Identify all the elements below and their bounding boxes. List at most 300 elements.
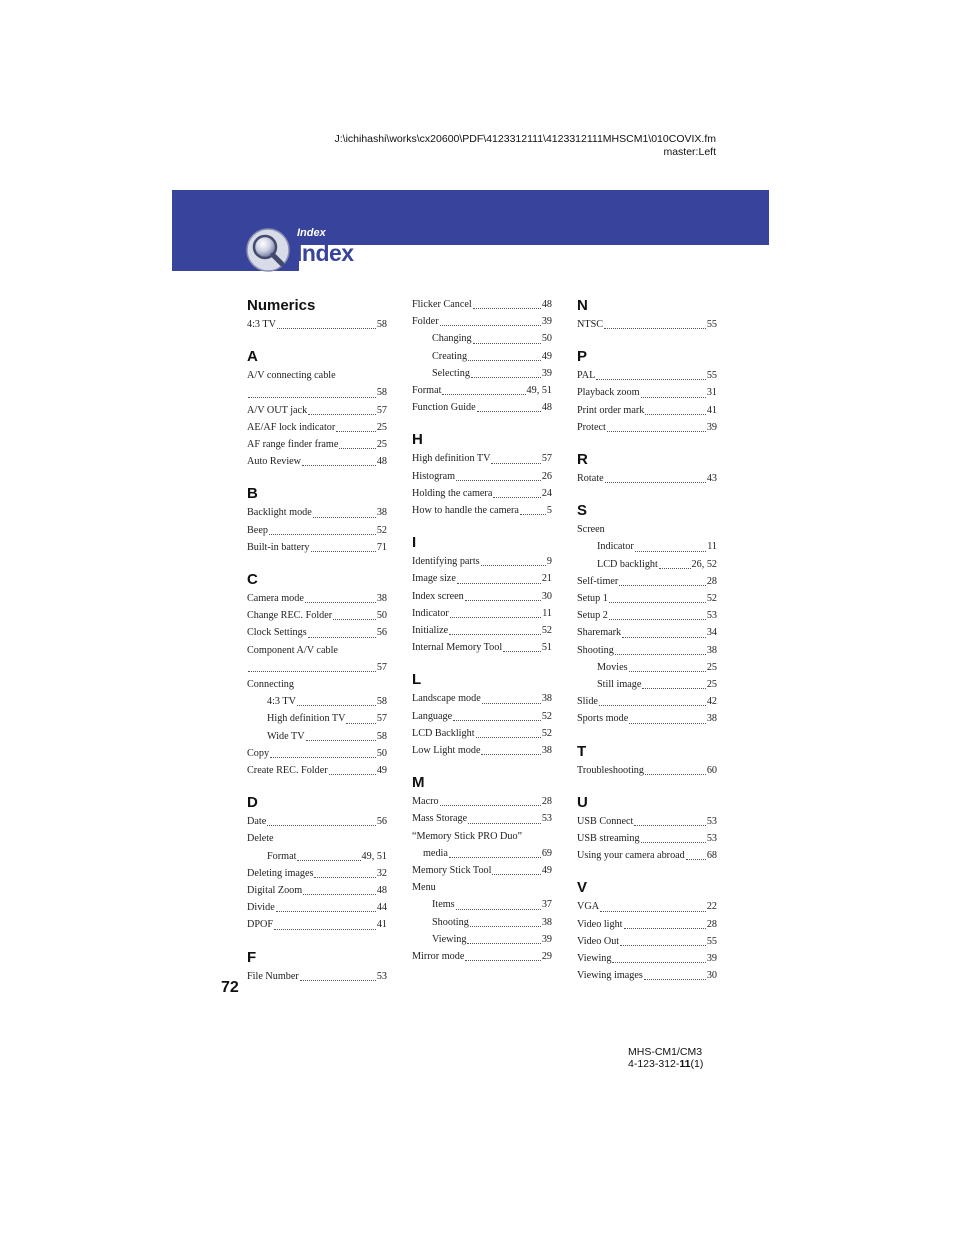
entry-term: Viewing xyxy=(577,953,612,965)
leader-dots xyxy=(468,823,541,824)
index-entry xyxy=(247,607,387,624)
entry-term: AF range finder frame xyxy=(247,439,339,451)
index-entry xyxy=(577,898,717,915)
index-entry xyxy=(247,504,387,521)
entry-page: 53 xyxy=(706,610,717,622)
leader-dots xyxy=(635,551,706,552)
leader-dots xyxy=(468,360,541,361)
entry-term: Shooting xyxy=(432,916,469,928)
entry-page: 29 xyxy=(541,951,552,963)
index-entry xyxy=(577,693,717,710)
entry-page: 53 xyxy=(376,970,387,982)
index-entry xyxy=(412,914,552,931)
entry-page: 55 xyxy=(706,935,717,947)
entry-page: 28 xyxy=(706,918,717,930)
index-entry xyxy=(412,622,552,639)
entry-term: Deleting images xyxy=(247,867,314,879)
section-heading: S xyxy=(577,502,588,520)
leader-dots xyxy=(302,465,376,466)
leader-dots xyxy=(645,414,705,415)
index-entry xyxy=(412,382,552,399)
index-entry xyxy=(247,882,387,899)
index-entry xyxy=(247,710,387,727)
index-entry xyxy=(412,725,552,742)
entry-term: AE/AF lock indicator xyxy=(247,421,336,433)
section-heading: T xyxy=(577,742,587,760)
index-entry xyxy=(247,865,387,882)
leader-dots xyxy=(276,911,376,912)
index-entry xyxy=(247,676,387,693)
index-entry xyxy=(412,690,552,707)
leader-dots xyxy=(336,431,376,432)
leader-dots xyxy=(477,411,541,412)
leader-dots xyxy=(308,637,376,638)
leader-dots xyxy=(456,909,541,910)
entry-term: Function Guide xyxy=(412,402,476,414)
index-entry xyxy=(247,813,387,830)
entry-page: 55 xyxy=(706,370,717,382)
leader-dots xyxy=(333,619,376,620)
entry-term: Identifying parts xyxy=(412,556,480,568)
entry-page: 57 xyxy=(541,453,552,465)
section-heading: U xyxy=(577,793,588,811)
entry-page: 38 xyxy=(706,713,717,725)
index-entry xyxy=(577,710,717,727)
entry-term: Creating xyxy=(432,350,468,362)
entry-page: 49, 51 xyxy=(526,385,552,397)
entry-term: How to handle the camera xyxy=(412,505,519,517)
section-heading: H xyxy=(412,431,423,449)
entry-page: 39 xyxy=(706,953,717,965)
leader-dots xyxy=(449,857,541,858)
leader-dots xyxy=(596,379,706,380)
leader-dots xyxy=(641,842,706,843)
entry-term: Holding the camera xyxy=(412,487,493,499)
entry-page: 57 xyxy=(376,661,387,673)
entry-term: Protect xyxy=(577,421,606,433)
entry-term: Setup 2 xyxy=(577,610,608,622)
leader-dots xyxy=(476,737,541,738)
index-column-1 xyxy=(247,296,387,985)
entry-page: 53 xyxy=(706,833,717,845)
entry-page: 48 xyxy=(541,402,552,414)
footer-model: MHS-CM1/CM3 xyxy=(628,1046,703,1058)
leader-dots xyxy=(607,431,706,432)
entry-term: Camera mode xyxy=(247,593,304,605)
section-heading: B xyxy=(247,485,258,503)
entry-term: Sharemark xyxy=(577,627,622,639)
section-heading: Numerics xyxy=(247,297,316,314)
entry-term: Shooting xyxy=(577,644,614,656)
entry-term: Copy xyxy=(247,747,270,759)
index-entry xyxy=(412,588,552,605)
entry-term: Format xyxy=(412,385,442,397)
entry-page: 32 xyxy=(376,867,387,879)
index-entry xyxy=(577,402,717,419)
leader-dots xyxy=(605,482,706,483)
leader-dots xyxy=(449,634,541,635)
entry-term: Low Light mode xyxy=(412,745,481,757)
entry-page: 50 xyxy=(376,610,387,622)
section-heading: V xyxy=(577,879,588,897)
section-heading: I xyxy=(412,534,417,552)
entry-term: Rotate xyxy=(577,473,604,485)
index-entry xyxy=(577,590,717,607)
leader-dots xyxy=(473,343,541,344)
entry-term: Beep xyxy=(247,524,268,536)
entry-page: 38 xyxy=(706,644,717,656)
entry-page: 38 xyxy=(376,507,387,519)
index-entry xyxy=(577,419,717,436)
entry-page: 30 xyxy=(541,590,552,602)
index-entry xyxy=(577,676,717,693)
index-entry xyxy=(577,659,717,676)
index-entry xyxy=(247,728,387,745)
entry-page: 26 xyxy=(541,470,552,482)
entry-term: Component A/V cable xyxy=(247,644,338,656)
leader-dots xyxy=(481,754,540,755)
leader-dots xyxy=(313,517,376,518)
index-entry xyxy=(247,590,387,607)
leader-dots xyxy=(453,720,541,721)
entry-term: Built-in battery xyxy=(247,541,310,553)
index-entry xyxy=(412,502,552,519)
leader-dots xyxy=(609,602,706,603)
leader-dots xyxy=(248,397,376,398)
entry-page: 49 xyxy=(541,350,552,362)
index-entry xyxy=(412,708,552,725)
entry-term: Macro xyxy=(412,796,439,808)
index-entry xyxy=(247,384,387,401)
entry-term: Print order mark xyxy=(577,404,645,416)
leader-dots xyxy=(600,911,706,912)
leader-dots xyxy=(645,774,706,775)
leader-dots xyxy=(329,774,376,775)
section-heading: R xyxy=(577,451,588,469)
entry-term: Troubleshooting xyxy=(577,764,644,776)
index-entry xyxy=(247,848,387,865)
entry-term: Self-timer xyxy=(577,575,619,587)
banner-subtitle: Index xyxy=(297,227,326,239)
entry-page: 60 xyxy=(706,764,717,776)
entry-page: 68 xyxy=(706,850,717,862)
index-entry xyxy=(412,313,552,330)
index-entry xyxy=(247,367,387,384)
index-entry xyxy=(412,896,552,913)
leader-dots xyxy=(450,617,541,618)
entry-term: NTSC xyxy=(577,319,604,330)
page-number: 72 xyxy=(221,979,239,996)
entry-term: File Number xyxy=(247,970,299,982)
index-entry xyxy=(412,879,552,896)
entry-page: 56 xyxy=(376,816,387,828)
leader-dots xyxy=(604,328,706,329)
entry-page: 38 xyxy=(541,745,552,757)
entry-page: 39 xyxy=(541,933,552,945)
entry-term: Slide xyxy=(577,696,598,708)
leader-dots xyxy=(493,497,540,498)
index-entry xyxy=(247,762,387,779)
entry-page: 50 xyxy=(376,747,387,759)
index-entry xyxy=(412,450,552,467)
index-entry xyxy=(412,742,552,759)
leader-dots xyxy=(619,585,706,586)
index-entry xyxy=(247,899,387,916)
index-entry xyxy=(577,521,717,538)
section-heading: L xyxy=(412,671,422,689)
entry-page: 9 xyxy=(546,556,552,568)
entry-term: Clock Settings xyxy=(247,627,307,639)
page-title: Index xyxy=(296,240,354,266)
entry-page: 50 xyxy=(541,333,552,345)
index-entry xyxy=(412,348,552,365)
entry-term: 4:3 TV xyxy=(267,696,296,708)
index-entry xyxy=(412,639,552,656)
leader-dots xyxy=(274,929,376,930)
entry-page: 52 xyxy=(541,625,552,637)
index-entry xyxy=(412,862,552,879)
section-heading: D xyxy=(247,794,258,812)
section-heading: A xyxy=(247,348,258,366)
entry-term: USB streaming xyxy=(577,833,640,845)
leader-dots xyxy=(339,448,375,449)
entry-term: Format xyxy=(267,850,297,862)
index-entry xyxy=(247,830,387,847)
leader-dots xyxy=(465,960,540,961)
entry-term: Connecting xyxy=(247,679,294,691)
entry-page: 51 xyxy=(541,642,552,654)
entry-page: 53 xyxy=(541,813,552,825)
leader-dots xyxy=(641,397,706,398)
leader-dots xyxy=(642,688,705,689)
entry-term: Sports mode xyxy=(577,713,629,725)
entry-term: Menu xyxy=(412,882,436,894)
index-entry xyxy=(247,402,387,419)
entry-page: 38 xyxy=(541,693,552,705)
footer xyxy=(628,1046,703,1070)
entry-page: 53 xyxy=(706,815,717,827)
leader-dots xyxy=(473,308,541,309)
entry-term: Viewing xyxy=(432,933,467,945)
entry-term: Auto Review xyxy=(247,456,302,468)
leader-dots xyxy=(308,414,376,415)
entry-page: 26, 52 xyxy=(691,558,717,570)
leader-dots xyxy=(440,805,541,806)
entry-term: PAL xyxy=(577,370,596,382)
index-entry xyxy=(247,316,387,333)
index-entry xyxy=(247,624,387,641)
entry-page: 34 xyxy=(706,627,717,639)
leader-dots xyxy=(659,568,691,569)
index-entry xyxy=(577,813,717,830)
entry-page: 38 xyxy=(541,916,552,928)
index-entry xyxy=(412,931,552,948)
section-heading: P xyxy=(577,348,588,366)
index-entry xyxy=(577,538,717,555)
index-entry xyxy=(247,693,387,710)
leader-dots xyxy=(346,723,375,724)
entry-term: Screen xyxy=(577,524,605,536)
index-entry xyxy=(577,642,717,659)
leader-dots xyxy=(465,600,541,601)
entry-page: 38 xyxy=(376,593,387,605)
entry-term: “Memory Stick PRO Duo” xyxy=(412,830,523,842)
entry-term: LCD backlight xyxy=(597,558,658,570)
entry-page: 49, 51 xyxy=(361,850,387,862)
index-entry xyxy=(577,607,717,624)
entry-page: 24 xyxy=(541,487,552,499)
index-entry xyxy=(412,570,552,587)
index-entry xyxy=(247,916,387,933)
index-entry xyxy=(577,967,717,984)
entry-page: 58 xyxy=(376,696,387,708)
entry-term: Mass Storage xyxy=(412,813,468,825)
leader-dots xyxy=(503,651,541,652)
entry-term: LCD Backlight xyxy=(412,727,475,739)
entry-page: 43 xyxy=(706,473,717,485)
entry-term: Delete xyxy=(247,833,274,845)
entry-page: 52 xyxy=(541,710,552,722)
leader-dots xyxy=(306,740,376,741)
leader-dots xyxy=(270,757,376,758)
index-entry xyxy=(412,810,552,827)
index-column-2 xyxy=(412,296,552,965)
entry-page: 52 xyxy=(376,524,387,536)
entry-page: 57 xyxy=(376,713,387,725)
footer-code: 4-123-312-11(1) xyxy=(628,1058,704,1070)
entry-page: 28 xyxy=(706,575,717,587)
entry-term: Digital Zoom xyxy=(247,885,303,897)
index-entry xyxy=(412,828,552,845)
entry-page: 44 xyxy=(376,902,387,914)
leader-dots xyxy=(457,583,541,584)
entry-page: 56 xyxy=(376,627,387,639)
entry-term: Folder xyxy=(412,316,439,328)
index-column-3 xyxy=(577,296,717,984)
entry-page: 52 xyxy=(541,727,552,739)
leader-dots xyxy=(456,480,541,481)
section-heading: C xyxy=(247,571,258,589)
entry-page: 52 xyxy=(706,593,717,605)
leader-dots xyxy=(300,980,376,981)
entry-page: 41 xyxy=(376,919,387,931)
index-entry xyxy=(412,485,552,502)
entry-term: Image size xyxy=(412,573,456,585)
leader-dots xyxy=(624,928,706,929)
entry-term: Index screen xyxy=(412,590,464,602)
leader-dots xyxy=(277,328,376,329)
entry-term: media xyxy=(423,847,448,859)
index-entry xyxy=(412,553,552,570)
entry-page: 48 xyxy=(376,885,387,897)
leader-dots xyxy=(470,926,541,927)
index-entry xyxy=(577,950,717,967)
entry-term: Date xyxy=(247,816,267,828)
entry-term: Setup 1 xyxy=(577,593,608,605)
leader-dots xyxy=(629,723,706,724)
file-path: J:\ichihashi\works\cx20600\PDF\4123312111\4123312111MHSCM1\010COVIX.fm xyxy=(334,133,716,145)
entry-term: Items xyxy=(432,899,455,911)
leader-dots xyxy=(612,962,705,963)
leader-dots xyxy=(267,825,376,826)
entry-page: 31 xyxy=(706,387,717,399)
entry-term: Playback zoom xyxy=(577,387,640,399)
leader-dots xyxy=(440,325,541,326)
leader-dots xyxy=(311,551,376,552)
entry-term: Mirror mode xyxy=(412,951,465,963)
entry-page: 39 xyxy=(541,367,552,379)
entry-term: High definition TV xyxy=(267,713,346,725)
index-entry xyxy=(247,745,387,762)
entry-term: Memory Stick Tool xyxy=(412,865,492,877)
entry-page: 39 xyxy=(706,421,717,433)
index-entry xyxy=(247,539,387,556)
leader-dots xyxy=(269,534,376,535)
section-heading: F xyxy=(247,948,257,966)
entry-page: 49 xyxy=(541,865,552,877)
index-entry xyxy=(577,316,717,333)
entry-term: Divide xyxy=(247,902,275,914)
entry-term: Internal Memory Tool xyxy=(412,642,503,654)
entry-page: 37 xyxy=(541,899,552,911)
index-entry xyxy=(577,830,717,847)
entry-term: Initialize xyxy=(412,625,449,637)
leader-dots xyxy=(620,945,706,946)
entry-page: 58 xyxy=(376,319,387,330)
index-entry xyxy=(247,453,387,470)
entry-term: Using your camera abroad xyxy=(577,850,685,862)
section-heading: N xyxy=(577,297,588,314)
leader-dots xyxy=(482,703,541,704)
leader-dots xyxy=(629,671,706,672)
entry-page: 57 xyxy=(376,404,387,416)
index-entry xyxy=(412,399,552,416)
entry-term: Landscape mode xyxy=(412,693,481,705)
entry-page: 55 xyxy=(706,319,717,330)
entry-page: 5 xyxy=(546,505,552,517)
leader-dots xyxy=(297,860,360,861)
leader-dots xyxy=(644,979,706,980)
leader-dots xyxy=(599,705,706,706)
index-entry xyxy=(412,948,552,965)
index-entry xyxy=(247,642,387,659)
entry-page: 25 xyxy=(706,661,717,673)
entry-page: 25 xyxy=(706,679,717,691)
entry-page: 11 xyxy=(707,541,717,553)
leader-dots xyxy=(297,705,376,706)
file-path-header xyxy=(334,133,716,159)
index-entry xyxy=(577,916,717,933)
leader-dots xyxy=(314,877,375,878)
index-entry xyxy=(412,365,552,382)
entry-page: 48 xyxy=(376,456,387,468)
entry-term: Change REC. Folder xyxy=(247,610,333,622)
entry-term: Wide TV xyxy=(267,730,305,742)
index-entry xyxy=(247,419,387,436)
entry-page: 58 xyxy=(376,387,387,399)
entry-term: Viewing images xyxy=(577,970,643,982)
entry-page: 21 xyxy=(541,573,552,585)
index-entry xyxy=(577,384,717,401)
leader-dots xyxy=(609,619,706,620)
entry-term: 4:3 TV xyxy=(247,319,276,330)
entry-term: Video light xyxy=(577,918,623,930)
index-entry xyxy=(247,659,387,676)
entry-term: Language xyxy=(412,710,453,722)
index-entry xyxy=(577,933,717,950)
entry-page: 48 xyxy=(541,299,552,310)
leader-dots xyxy=(248,671,376,672)
